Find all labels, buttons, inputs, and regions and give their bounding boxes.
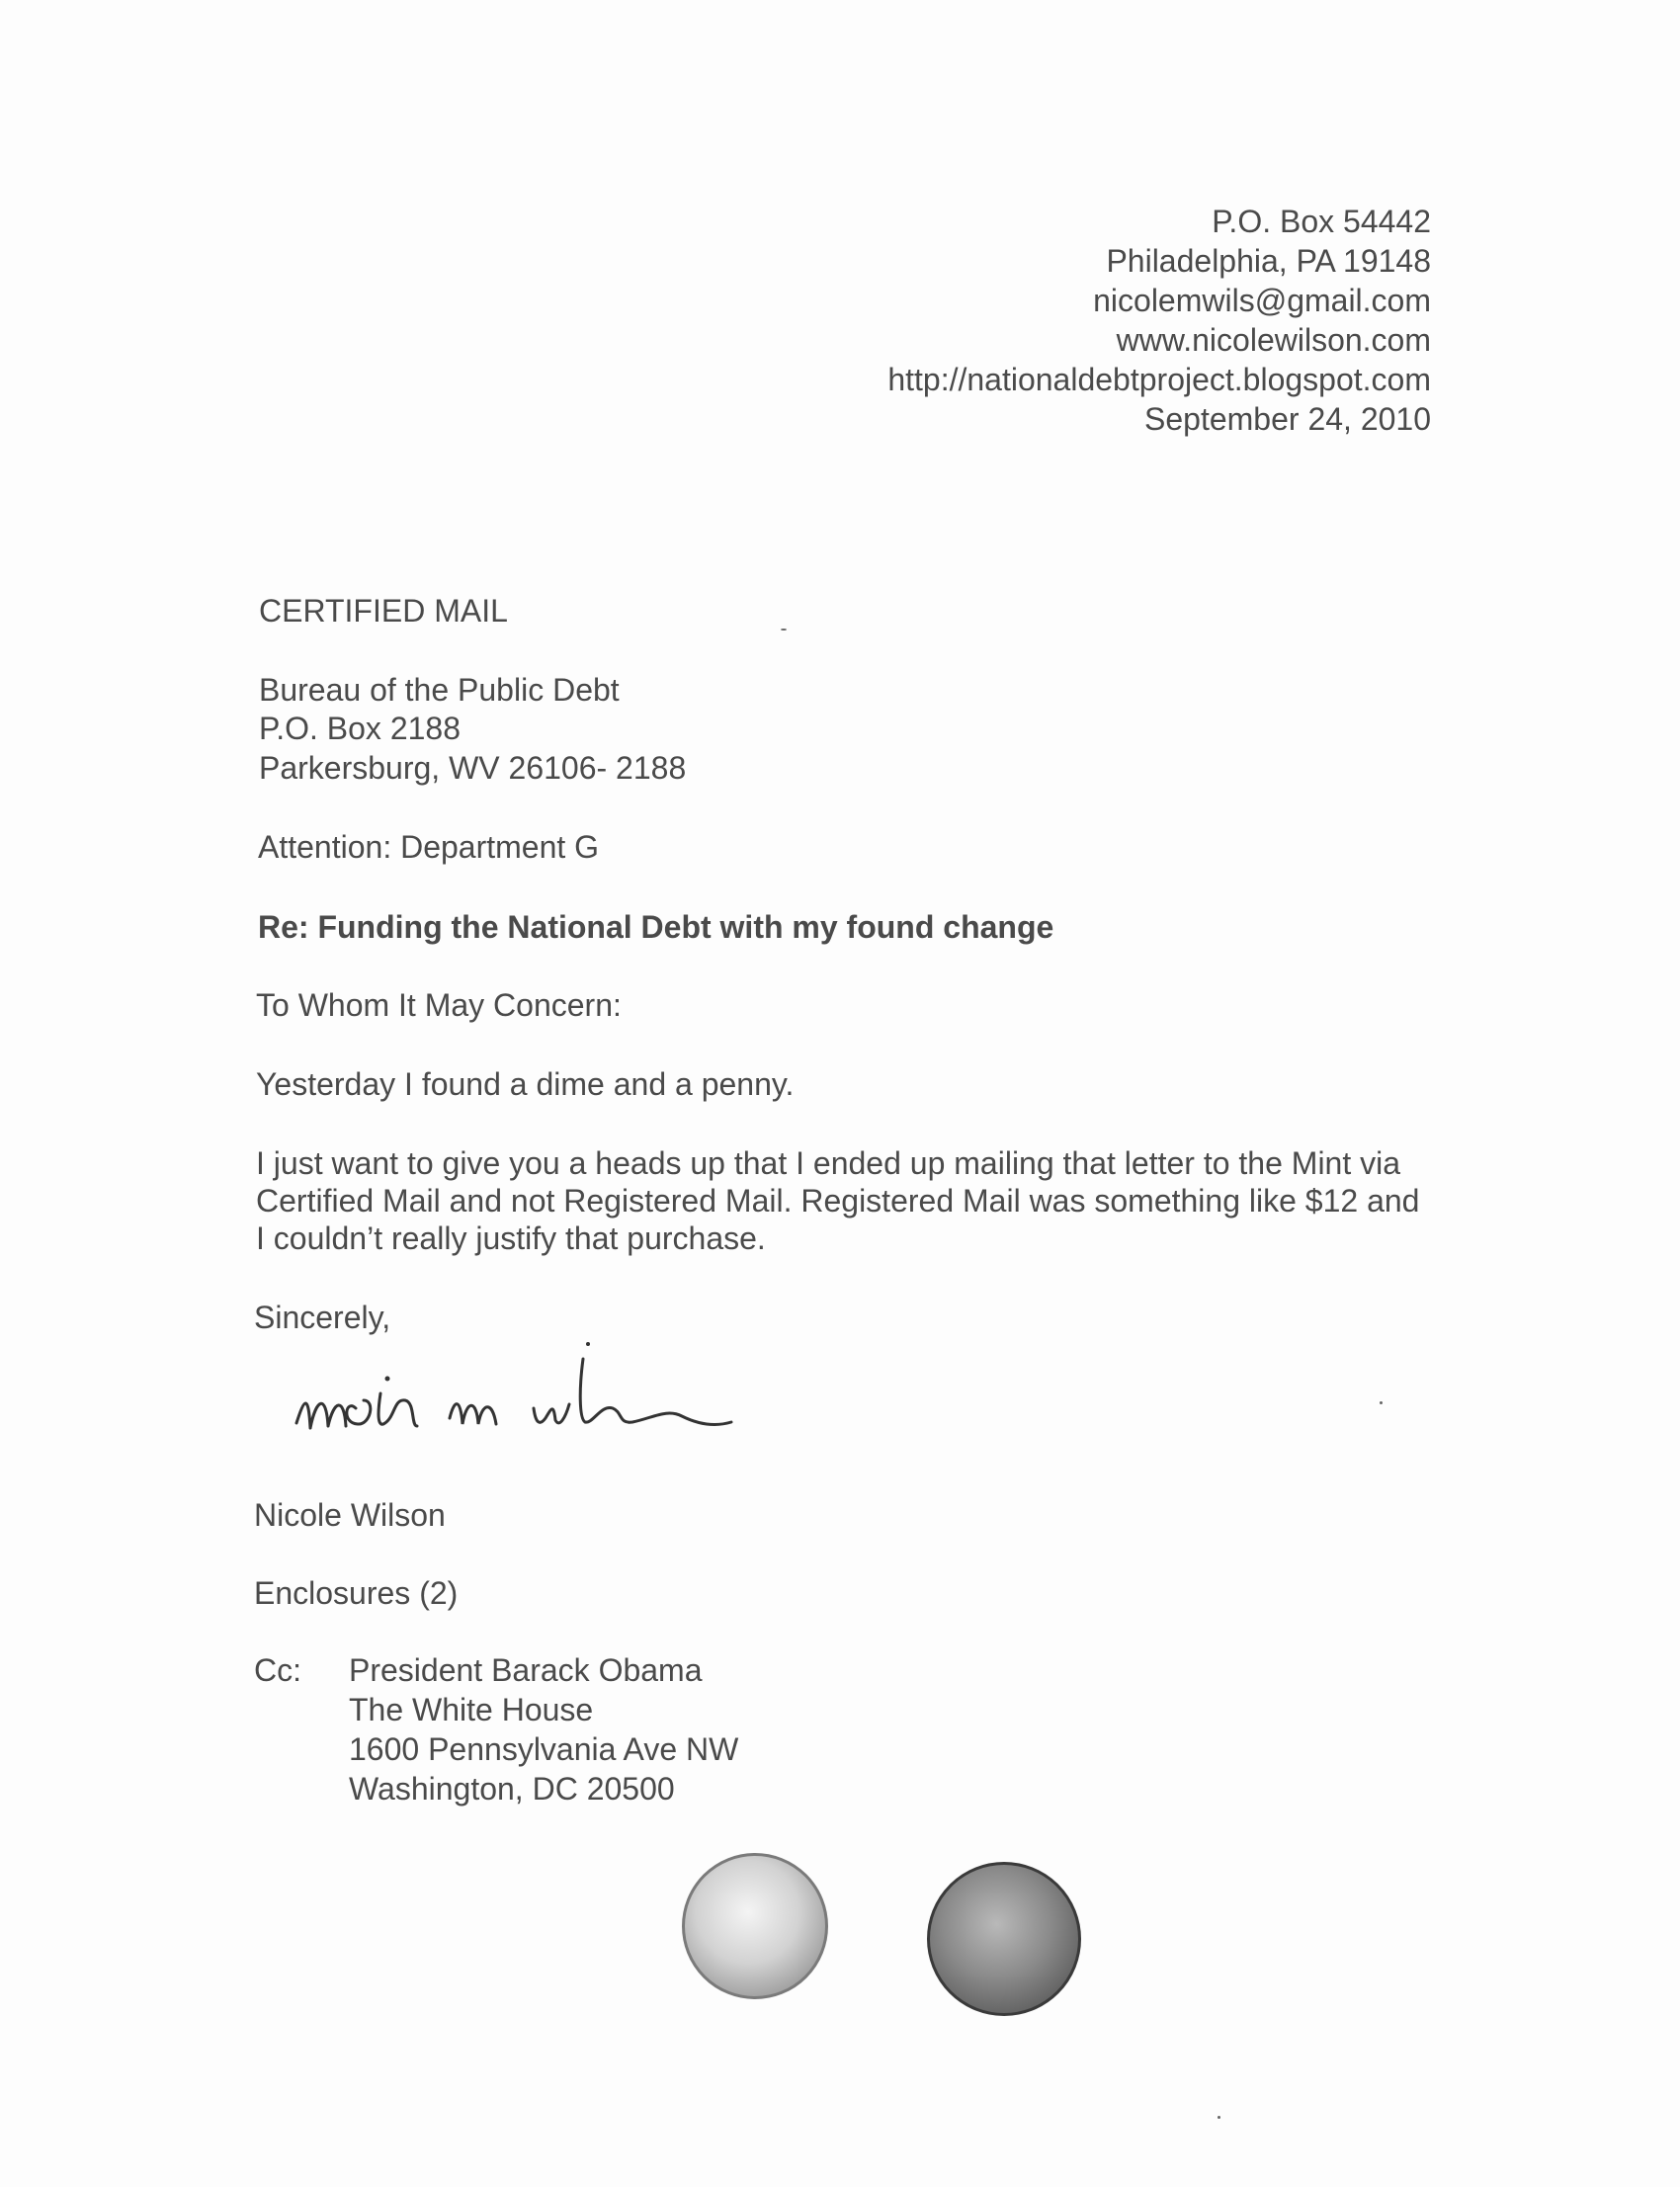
scan-speck — [1380, 1401, 1383, 1404]
signer-name: Nicole Wilson — [254, 1497, 446, 1533]
penny-coin — [927, 1862, 1081, 2016]
cc-line: 1600 Pennsylvania Ave NW — [349, 1731, 739, 1767]
dime-coin — [682, 1853, 828, 1999]
cc-label: Cc: — [254, 1652, 301, 1688]
cc-line: Washington, DC 20500 — [349, 1771, 675, 1807]
recipient-city-line: Parkersburg, WV 26106- 2188 — [259, 750, 687, 786]
cc-line: The White House — [349, 1692, 594, 1727]
scan-speck — [781, 629, 787, 631]
mail-type: CERTIFIED MAIL — [259, 593, 508, 629]
scan-speck — [1218, 2116, 1220, 2119]
cc-line: President Barack Obama — [349, 1652, 703, 1688]
subject-line: Re: Funding the National Debt with my found change — [258, 909, 1054, 945]
closing: Sincerely, — [254, 1300, 391, 1335]
sender-website: www.nicolewilson.com — [1116, 322, 1431, 358]
recipient-po-box: P.O. Box 2188 — [259, 711, 461, 746]
paragraph-2: I just want to give you a heads up that I ended up mailing that letter to the Mint via Certified Mail and not Registered Mail. Registered Mail was something like $12 and I couldn’t really justify that purchase. — [256, 1145, 1420, 1256]
sender-blog: http://nationaldebtproject.blogspot.com — [887, 362, 1431, 397]
sender-city-line: Philadelphia, PA 19148 — [1106, 243, 1431, 279]
salutation: To Whom It May Concern: — [256, 987, 622, 1023]
enclosures-line: Enclosures (2) — [254, 1575, 459, 1611]
sender-email: nicolemwils@gmail.com — [1093, 283, 1431, 318]
recipient-name: Bureau of the Public Debt — [259, 672, 620, 708]
handwritten-signature — [287, 1339, 781, 1458]
sender-po-box: P.O. Box 54442 — [1212, 204, 1431, 239]
sender-address-block — [887, 202, 1431, 439]
attention-line: Attention: Department G — [258, 829, 600, 865]
letter-date: September 24, 2010 — [1144, 401, 1431, 437]
cc-address-block — [349, 1650, 738, 1808]
paragraph-1: Yesterday I found a dime and a penny. — [256, 1066, 795, 1102]
